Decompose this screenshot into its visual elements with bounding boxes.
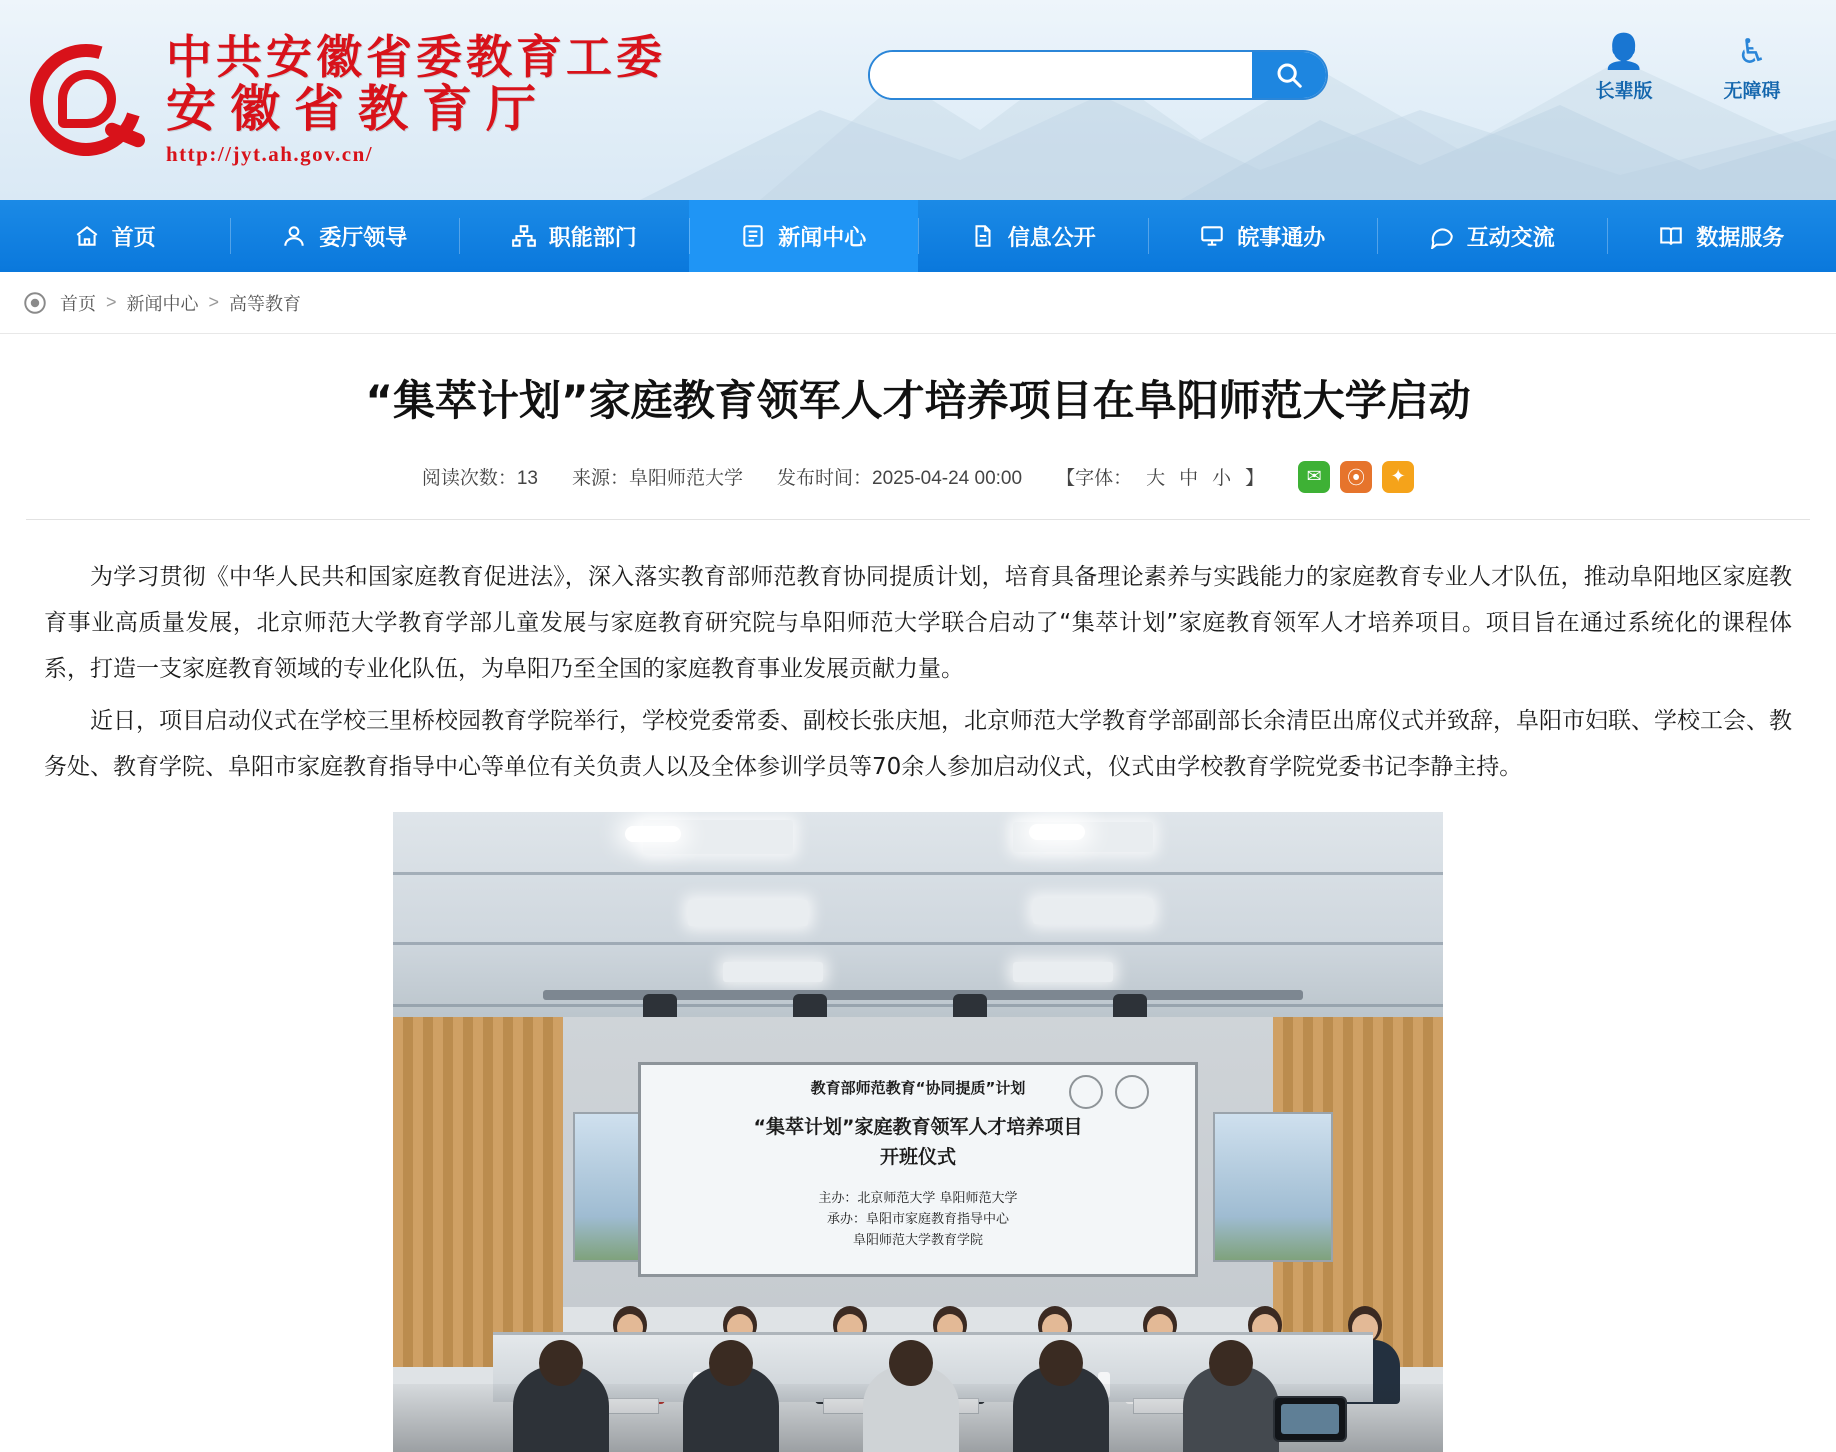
site-logo[interactable]: [24, 33, 666, 168]
nav-label-info-disclosure: 信息公开: [1008, 221, 1096, 252]
nav-label-data-service: 数据服务: [1696, 221, 1784, 252]
wechat-share-icon[interactable]: ✉: [1298, 461, 1330, 493]
audience-member-4: [1013, 1366, 1109, 1452]
publish-value: 2025-04-24 00:00: [872, 468, 1022, 489]
launch-ceremony-photo: [393, 812, 1443, 1452]
audience-member-5: [1183, 1366, 1279, 1452]
article-meta: [26, 461, 1810, 493]
article-body: [26, 520, 1810, 790]
views-meta: [422, 463, 538, 490]
nav-item-wanshitongban[interactable]: [1148, 200, 1378, 272]
nav-label-leaders: 委厅领导: [319, 221, 407, 252]
main-navigation: [0, 200, 1836, 272]
views-count: 13: [517, 468, 538, 489]
ceiling-light-2: [1029, 824, 1085, 840]
nav-label-home: 首页: [112, 221, 156, 252]
ceiling-panel-4: [1033, 898, 1153, 924]
nav-item-interaction[interactable]: [1377, 200, 1607, 272]
screen-line-5: 承办：阜阳市家庭教育指导中心: [827, 1208, 1009, 1227]
font-size-label: 【字体：: [1056, 463, 1132, 490]
location-pin-icon: [22, 290, 48, 316]
publish-label: 发布时间：: [777, 468, 872, 489]
accessibility-icon: ♿: [1708, 32, 1796, 72]
ceiling-panel-6: [1013, 962, 1113, 982]
audience-member-1: [513, 1366, 609, 1452]
breadcrumb-item-home[interactable]: 首页: [60, 290, 96, 316]
nav-item-data-service[interactable]: [1607, 200, 1836, 272]
elder-version-label: 长辈版: [1595, 81, 1652, 102]
nav-item-news-center[interactable]: [689, 200, 919, 272]
weibo-share-icon[interactable]: ⦿: [1340, 461, 1372, 493]
anhui-education-logo-icon: [24, 36, 152, 164]
ceiling-line-1: [393, 872, 1443, 875]
nav-label-interaction: 互动交流: [1467, 221, 1555, 252]
projection-screen: [638, 1062, 1198, 1277]
nav-item-leaders[interactable]: [230, 200, 460, 272]
article-paragraph-2: 近日，项目启动仪式在学校三里桥校园教育学院举行，学校党委常委、副校长张庆旭，北京师范大学教育学部副部长余清臣出席仪式并致辞，阜阳市妇联、学校工会、教务处、教育学院、阜阳市家庭教育指导中心等单位有关负责人以及全体参训学员等70余人参加启动仪式，仪式由学校教育学院党委书记李静主持。: [44, 698, 1792, 790]
nav-item-info-disclosure[interactable]: [918, 200, 1148, 272]
recording-phone: [1273, 1396, 1347, 1442]
audience-member-3: [863, 1366, 959, 1452]
logo-line-1: 中共安徽省委教育工委: [166, 33, 666, 83]
window-right: [1213, 1112, 1333, 1262]
logo-url: http://jyt.ah.gov.cn/: [166, 142, 666, 167]
chat-icon: [1429, 223, 1455, 249]
font-size-selector: [1056, 463, 1264, 490]
breadcrumb-separator-2: >: [209, 292, 220, 313]
header-utility-links: [1580, 32, 1796, 103]
font-size-large[interactable]: 大: [1146, 463, 1165, 490]
ceiling-line-3: [393, 1004, 1443, 1007]
service-monitor-icon: [1199, 223, 1225, 249]
elder-person-icon: 👤: [1580, 32, 1668, 72]
screen-line-1: 教育部师范教育“协同提质”计划: [811, 1077, 1026, 1098]
home-icon: [74, 223, 100, 249]
font-size-label-close: 】: [1245, 463, 1264, 490]
breadcrumb-item-higher-education[interactable]: 高等教育: [229, 290, 301, 316]
wood-wall-left: [393, 1017, 563, 1367]
ceiling-light-1: [625, 826, 681, 842]
screen-line-3: 开班仪式: [880, 1142, 956, 1169]
breadcrumb: [0, 272, 1836, 334]
nav-item-home[interactable]: [0, 200, 230, 272]
share-icons: [1298, 461, 1414, 493]
screen-seal-1: [1069, 1075, 1103, 1109]
document-icon: [970, 223, 996, 249]
article-container: [0, 374, 1836, 1452]
search-input[interactable]: [870, 52, 1252, 98]
search-box[interactable]: [868, 50, 1328, 100]
source-label: 来源：: [572, 468, 629, 489]
qzone-share-icon[interactable]: ✦: [1382, 461, 1414, 493]
accessibility-label: 无障碍: [1723, 81, 1780, 102]
search-icon: [1274, 60, 1304, 90]
screen-line-6: 阜阳师范大学教育学院: [853, 1229, 983, 1248]
leader-icon: [281, 223, 307, 249]
logo-line-2: 安徽省教育厅: [166, 82, 666, 136]
audience-member-2: [683, 1366, 779, 1452]
ceiling-panel-3: [688, 900, 808, 926]
screen-seal-2: [1115, 1075, 1149, 1109]
font-size-medium[interactable]: 中: [1179, 463, 1198, 490]
news-icon: [740, 223, 766, 249]
accessibility-link[interactable]: [1708, 32, 1796, 103]
screen-line-4: 主办：北京师范大学 阜阳师范大学: [818, 1187, 1017, 1206]
book-data-icon: [1658, 223, 1684, 249]
breadcrumb-item-news-center[interactable]: 新闻中心: [127, 290, 199, 316]
search-button[interactable]: [1252, 52, 1326, 98]
org-chart-icon: [511, 223, 537, 249]
screen-line-2: “集萃计划”家庭教育领军人才培养项目: [754, 1112, 1083, 1139]
nav-label-departments: 职能部门: [549, 221, 637, 252]
views-label: 阅读次数：: [422, 468, 517, 489]
article-paragraph-1: 为学习贯彻《中华人民共和国家庭教育促进法》，深入落实教育部师范教育协同提质计划，培育具备理论素养与实践能力的家庭教育专业人才队伍，推动阜阳地区家庭教育事业高质量发展，北京师范大学教育学部儿童发展与家庭教育研究院与阜阳师范大学联合启动了“集萃计划”家庭教育领军人才培养项目。项目旨在通过系统化的课程体系，打造一支家庭教育领域的专业化队伍，为阜阳乃至全国的家庭教育事业发展贡献力量。: [44, 554, 1792, 692]
nav-label-wanshitongban: 皖事通办: [1237, 221, 1325, 252]
source-meta: [572, 463, 743, 490]
nav-item-departments[interactable]: [459, 200, 689, 272]
page-title: “集萃计划”家庭教育领军人才培养项目在阜阳师范大学启动: [26, 374, 1810, 429]
article-photo-wrap: [26, 812, 1810, 1452]
ceiling-panel-5: [723, 962, 823, 982]
source-value: 阜阳师范大学: [629, 468, 743, 489]
publish-meta: [777, 463, 1022, 490]
breadcrumb-separator-1: >: [106, 292, 117, 313]
ceiling-line-2: [393, 942, 1443, 945]
elder-version-link[interactable]: [1580, 32, 1668, 103]
site-header: [0, 0, 1836, 200]
font-size-small[interactable]: 小: [1212, 463, 1231, 490]
nav-label-news-center: 新闻中心: [778, 221, 866, 252]
